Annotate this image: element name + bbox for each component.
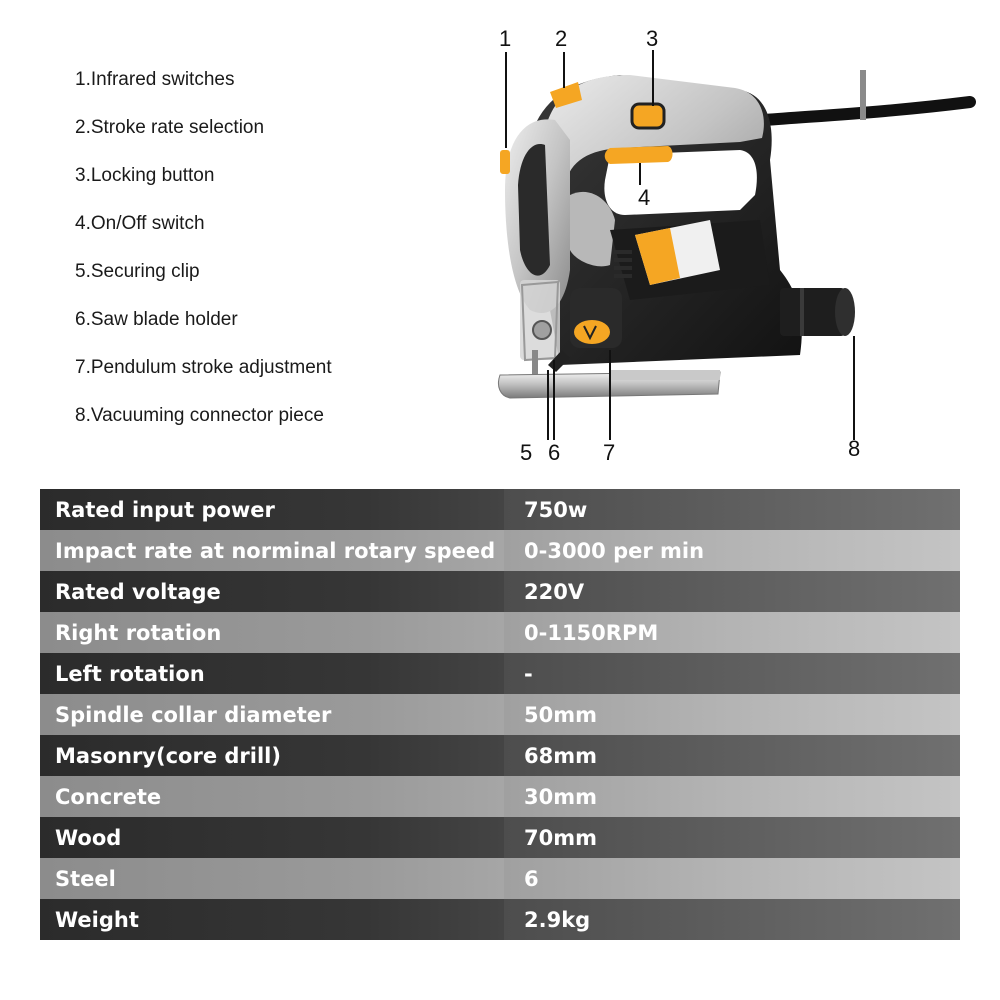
- part-item-on-off-switch: 4.On/Off switch: [75, 213, 205, 234]
- spec-label: Impact rate at norminal rotary speed: [40, 530, 504, 571]
- spec-row-concrete: [40, 776, 960, 817]
- callout-5: 5: [520, 440, 533, 465]
- jigsaw-product-image: [470, 20, 990, 470]
- spec-label: Masonry(core drill): [40, 735, 504, 776]
- spec-label: Weight: [40, 899, 504, 940]
- spec-row-masonry: [40, 735, 960, 776]
- spec-label: Rated input power: [40, 489, 504, 530]
- part-item-infrared-switches: 1.Infrared switches: [75, 69, 235, 90]
- callout-7: 7: [603, 440, 616, 465]
- spec-row-weight: [40, 899, 960, 940]
- spec-value: 0-1150RPM: [504, 612, 960, 653]
- spec-value: 220V: [504, 571, 960, 612]
- callout-4: 4: [638, 185, 651, 210]
- spec-row-steel: [40, 858, 960, 899]
- callout-8: 8: [848, 436, 861, 461]
- spec-row-spindle-collar-diameter: [40, 694, 960, 735]
- spec-label: Rated voltage: [40, 571, 504, 612]
- spec-value: 0-3000 per min: [504, 530, 960, 571]
- spec-row-impact-rate: [40, 530, 960, 571]
- part-item-vacuuming-connector: 8.Vacuuming connector piece: [75, 405, 324, 426]
- spec-row-rated-input-power: [40, 489, 960, 530]
- spec-label: Concrete: [40, 776, 504, 817]
- parts-list: [75, 66, 332, 450]
- spec-table: [40, 489, 960, 940]
- spec-label: Right rotation: [40, 612, 504, 653]
- callout-1: 1: [499, 26, 512, 51]
- part-item-saw-blade-holder: 6.Saw blade holder: [75, 309, 238, 330]
- spec-label: Spindle collar diameter: [40, 694, 504, 735]
- pendulum-stroke-dial: [570, 288, 622, 348]
- locking-button: [632, 104, 664, 128]
- callout-2: 2: [555, 26, 568, 51]
- on-off-trigger: [605, 146, 673, 164]
- spec-label: Steel: [40, 858, 504, 899]
- spec-value: 2.9kg: [504, 899, 960, 940]
- part-item-securing-clip: 5.Securing clip: [75, 261, 200, 282]
- spec-value: 50mm: [504, 694, 960, 735]
- spec-row-left-rotation: [40, 653, 960, 694]
- spec-value: 68mm: [504, 735, 960, 776]
- callout-3: 3: [646, 26, 659, 51]
- callout-6: 6: [548, 440, 561, 465]
- spec-value: 6: [504, 858, 960, 899]
- part-item-stroke-rate-selection: 2.Stroke rate selection: [75, 117, 265, 138]
- spec-value: 70mm: [504, 817, 960, 858]
- part-item-pendulum-stroke-adjustment: 7.Pendulum stroke adjustment: [75, 357, 332, 378]
- power-cord: [765, 70, 970, 120]
- spec-row-right-rotation: [40, 612, 960, 653]
- spec-row-rated-voltage: [40, 571, 960, 612]
- spec-label: Left rotation: [40, 653, 504, 694]
- spec-value: 30mm: [504, 776, 960, 817]
- spec-value: 750w: [504, 489, 960, 530]
- spec-row-wood: [40, 817, 960, 858]
- part-item-locking-button: 3.Locking button: [75, 165, 215, 186]
- spec-value: -: [504, 653, 960, 694]
- infrared-switch: [500, 150, 510, 174]
- spec-label: Wood: [40, 817, 504, 858]
- vacuum-connector: [780, 288, 855, 336]
